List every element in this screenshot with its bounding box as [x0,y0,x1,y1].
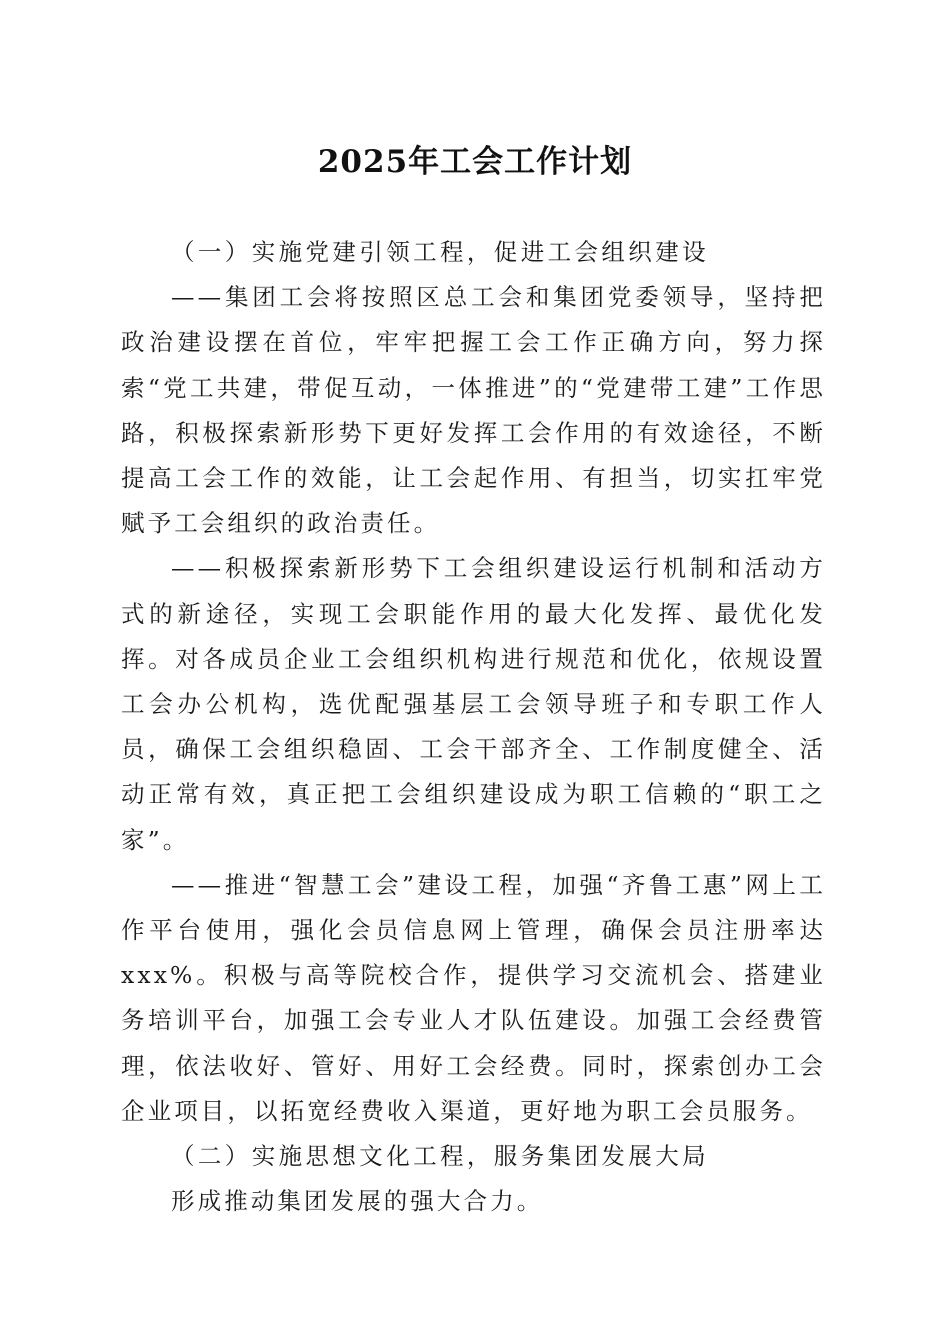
paragraph-smart-union: ——推进“智慧工会”建设工程，加强“齐鲁工惠”网上工作平台使用，强化会员信息网上管理，确保会员注册率达xxx%。积极与高等院校合作，提供学习交流机会、搭建业务培训平台，加强工会专业人才队伍建设。加强工会经费管理，依法收好、管好、用好工会经费。同时，探索创办工会企业项目，以拓宽经费收入渠道，更好地为职工会员服务。 [121,870,826,1125]
section-heading-1: （一）实施党建引领工程，促进工会组织建设 [171,238,709,266]
paragraph-synergy: 形成推动集团发展的强大合力。 [171,1187,544,1216]
section-heading-2: （二）实施思想文化工程，服务集团发展大局 [171,1142,709,1171]
document-title: 2025年工会工作计划 [317,144,633,180]
paragraph-organization-building: ——积极探索新形势下工会组织建设运行机制和活动方式的新途径，实现工会职能作用的最大化发挥、最优化发挥。对各成员企业工会组织机构进行规范和优化，依规设置工会办公机构，选优配强基层工会领导班子和专职工作人员，确保工会组织稳固、工会干部齐全、工作制度健全、活动正常有效，真正把工会组织建设成为职工信赖的“职工之家”。 [121,554,826,854]
paragraph-party-building: ——集团工会将按照区总工会和集团党委领导，坚持把政治建设摆在首位，牢牢把握工会工作正确方向，努力探索“党工共建，带促互动，一体推进”的“党建带工建”工作思路，积极探索新形势下更好发挥工会作用的有效途径，不断提高工会工作的效能，让工会起作用、有担当，切实扛牢党赋予工会组织的政治责任。 [121,283,826,538]
document-body [121,230,826,1224]
